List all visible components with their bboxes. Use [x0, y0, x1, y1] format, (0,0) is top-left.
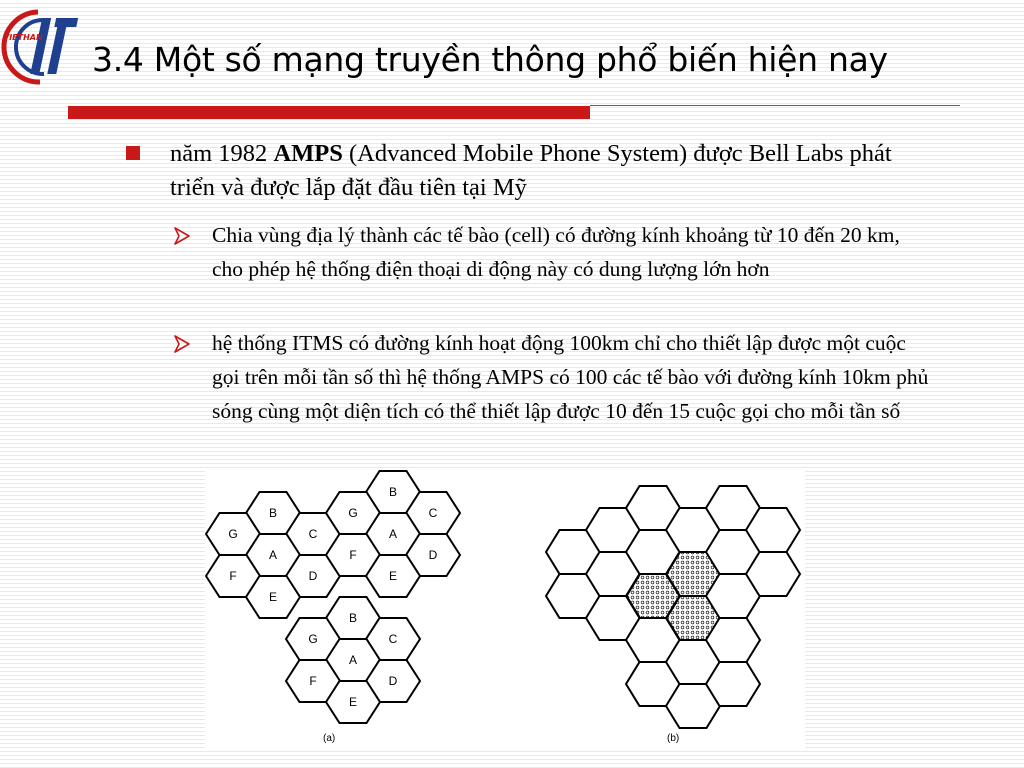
bullet-text-pre: năm 1982 — [170, 140, 274, 167]
cell-label: B — [348, 611, 358, 625]
square-bullet-icon — [126, 146, 140, 160]
cell-label: F — [309, 674, 317, 688]
cell-label: A — [268, 548, 278, 562]
cell-label: C — [308, 527, 318, 541]
cell-diagram — [205, 470, 805, 750]
caption-a: (a) — [323, 733, 336, 744]
title-divider-thick — [68, 106, 590, 119]
arrow-bullet-icon — [172, 226, 192, 246]
institution-logo — [0, 0, 90, 100]
cluster-diagram-a — [206, 471, 460, 723]
cell-split-diagram-b — [546, 486, 800, 728]
cell-label: A — [348, 653, 358, 667]
cell-label: D — [308, 569, 318, 583]
bullet-text-post: (Advanced Mobile Phone System) được Bell Labs phát triển và được lắp đặt đầu tiên tại Mỹ — [170, 140, 892, 201]
cell-label: E — [388, 569, 398, 583]
sub-bullet-text-itms: hệ thống ITMS có đường kính hoạt động 100km chỉ cho thiết lập được một cuộc gọi trên mỗi tần số thì hệ thống AMPS có 100 các tế bào với đường kính 10km phủ sóng cùng một diện tích có thể thiết lập được 10 đến 15 cuộc gọi cho mỗi tần số — [212, 331, 929, 423]
cell-label: G — [228, 527, 238, 541]
bullet-text-bold: AMPS — [273, 140, 343, 167]
title-divider-thin — [590, 105, 960, 106]
cell-label: G — [308, 632, 318, 646]
slide-title: 3.4 Một số mạng truyền thông phổ biến hiện nay — [92, 40, 888, 79]
logo-text: VIETHAN — [3, 33, 43, 42]
cell-label: D — [388, 674, 398, 688]
cell-label: F — [229, 569, 237, 583]
cell-label: E — [268, 590, 278, 604]
cell-label: C — [388, 632, 398, 646]
cell-label: D — [428, 548, 438, 562]
arrow-bullet-icon — [172, 334, 192, 354]
cell-label: F — [349, 548, 357, 562]
cell-label: B — [388, 485, 398, 499]
cell-label: B — [268, 506, 278, 520]
bullet-text-amps — [170, 137, 930, 205]
cell-label: A — [388, 527, 398, 541]
sub-bullet-text-cells: Chia vùng địa lý thành các tế bào (cell) có đường kính khoảng từ 10 đến 20 km, cho phép hệ thống điện thoại di động này có dung lượng lớn hơn — [212, 223, 900, 281]
cell-label: G — [348, 506, 358, 520]
caption-b: (b) — [667, 733, 680, 744]
cell-label: C — [428, 506, 438, 520]
cell-label: E — [348, 695, 358, 709]
